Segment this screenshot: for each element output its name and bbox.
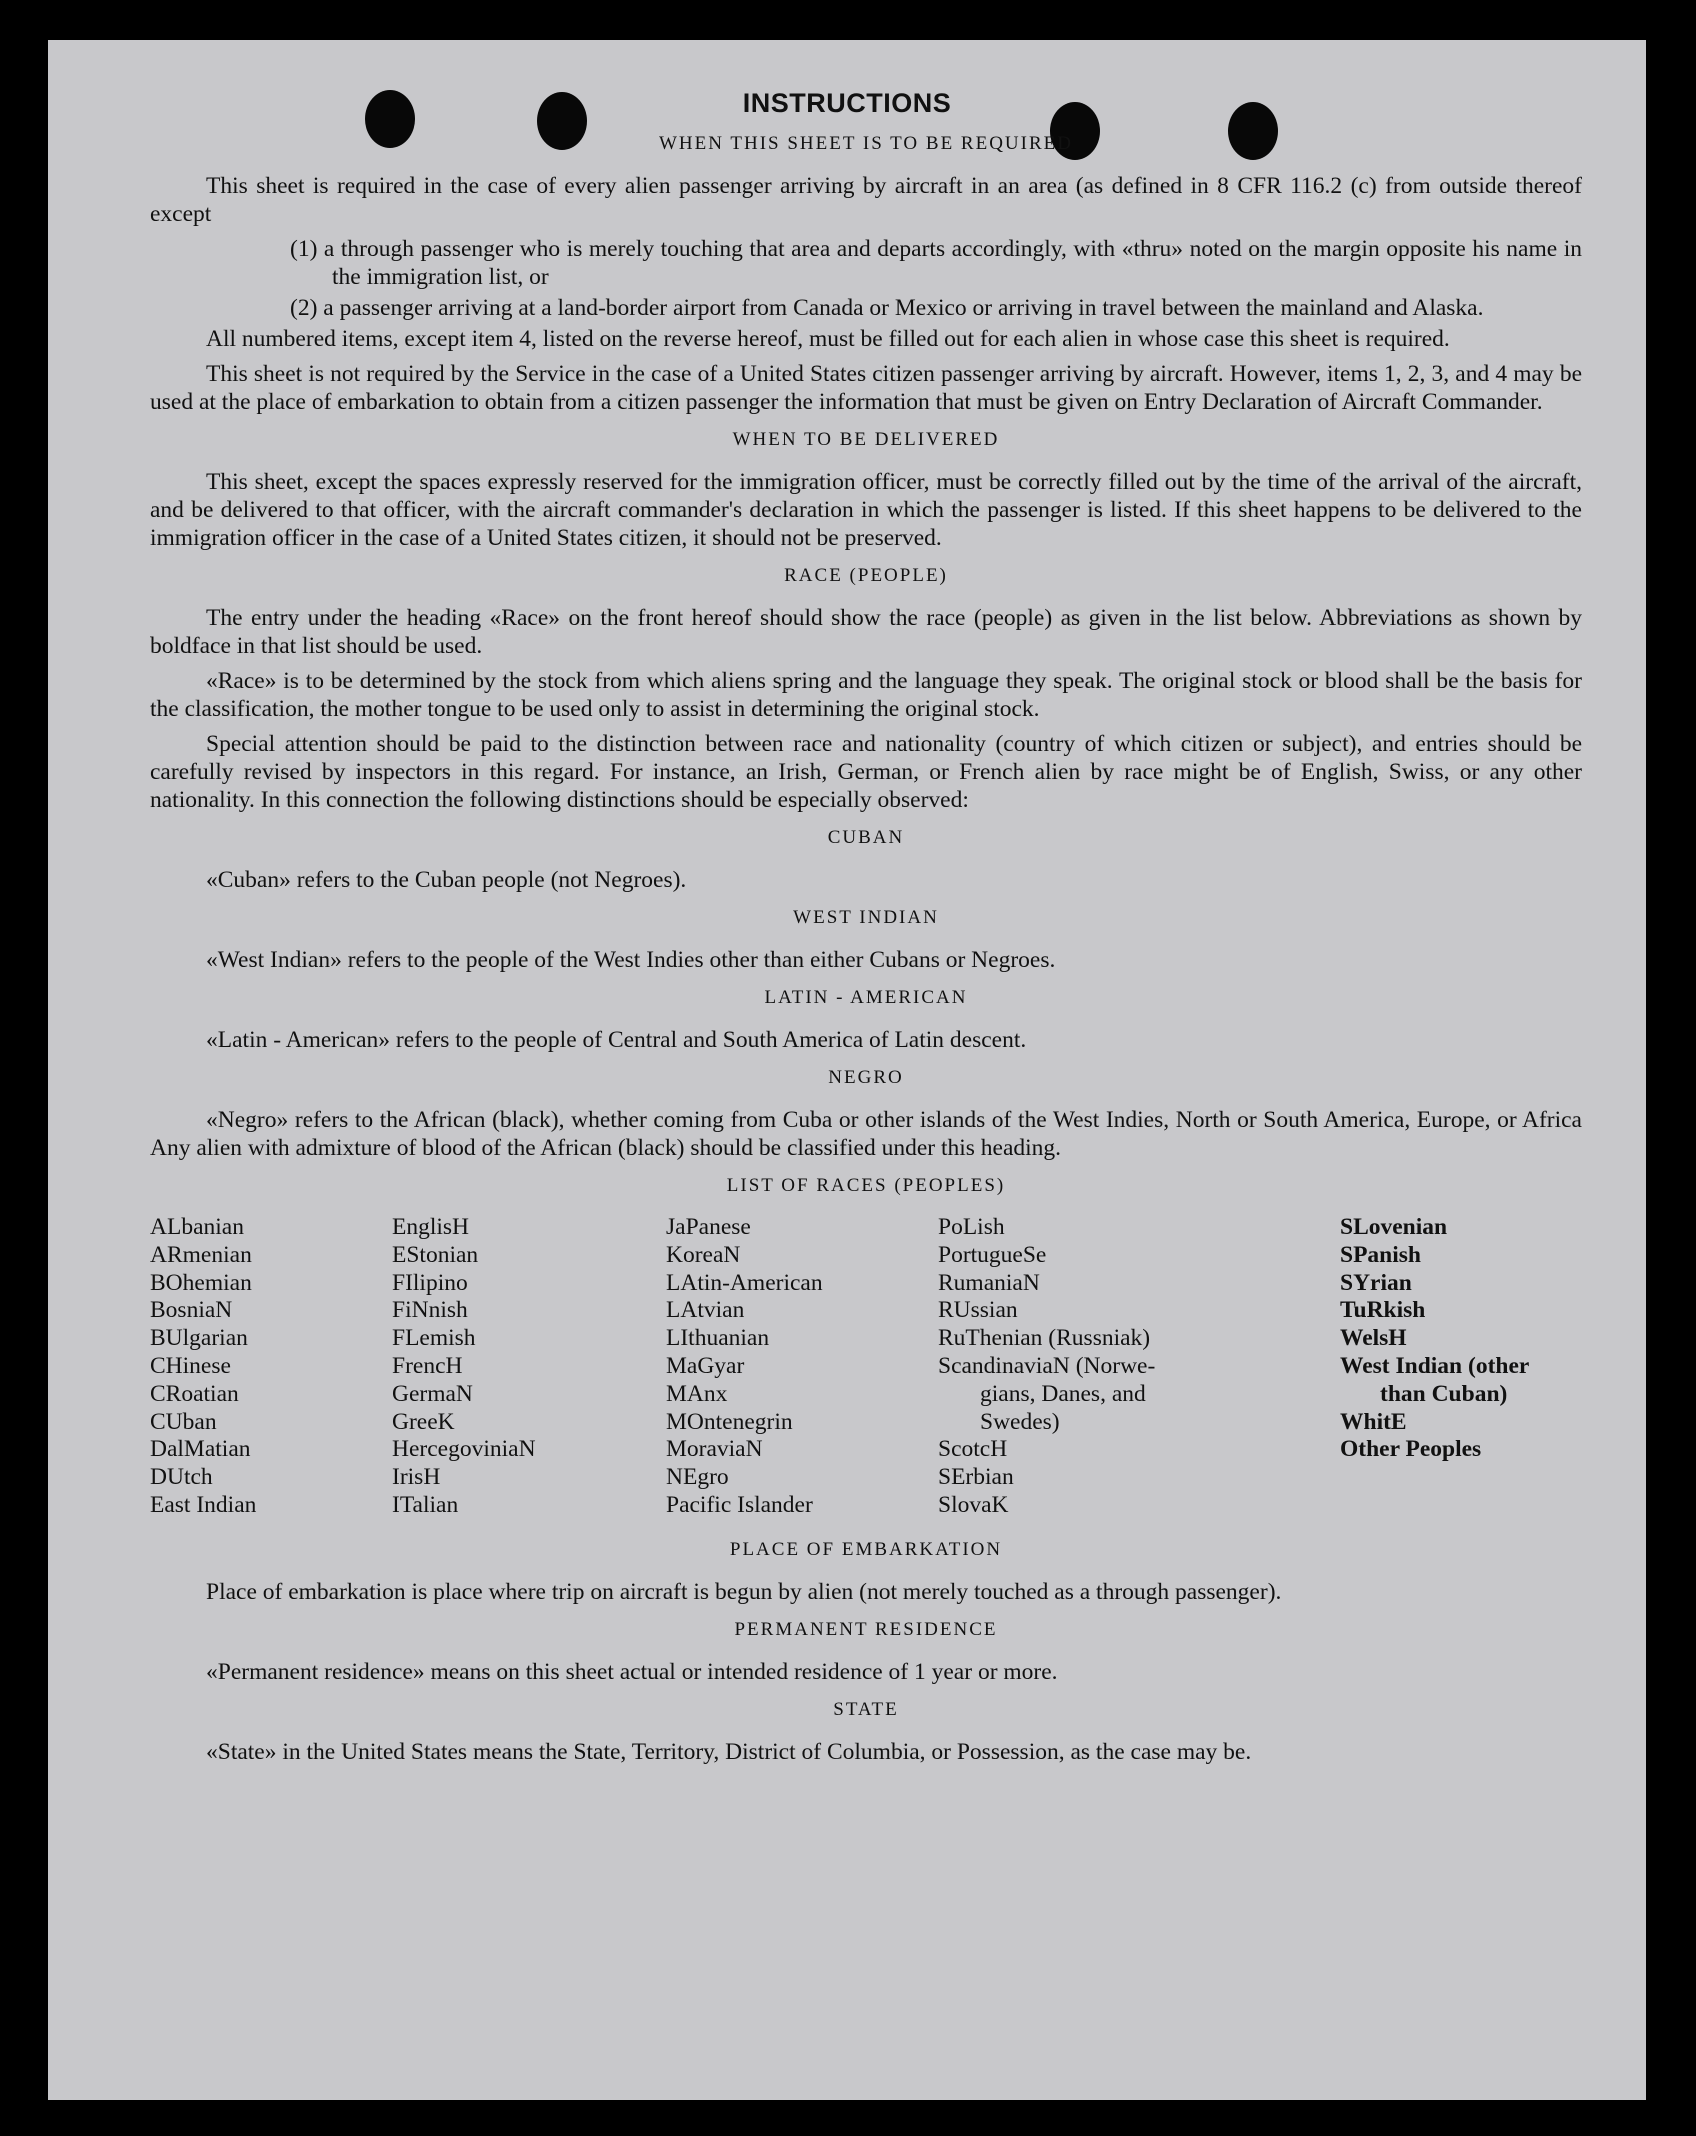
race-item: WhitE (1340, 1408, 1407, 1435)
race-item: EnglisH (392, 1214, 470, 1240)
paragraph: «West Indian» refers to the people of the West Indies other than either Cubans or Negroes. (206, 947, 1056, 973)
race-item: RumaniaN (938, 1269, 1040, 1296)
race-item: CUban (150, 1408, 217, 1435)
paragraph: The entry under the heading «Race» on the front hereof should show the race (people) as given in the list below. Abbreviations as shown by boldface in that list should be used. (150, 605, 1582, 659)
races-list (150, 1214, 1582, 1526)
race-item: TuRkish (1340, 1297, 1426, 1324)
race-item: ALbanian (150, 1214, 244, 1240)
document-page (48, 40, 1646, 2100)
race-item: SPanish (1340, 1241, 1421, 1268)
paragraph: All numbered items, except item 4, listed on the reverse hereof, must be filled out for each alien in whose case this sheet is required. (206, 326, 1450, 352)
race-item: IrisH (392, 1464, 441, 1491)
race-item: BOhemian (150, 1269, 252, 1296)
race-item: ScandinaviaN (Norwe- (938, 1352, 1156, 1379)
race-item: gians, Danes, and (980, 1380, 1146, 1407)
page-title: INSTRUCTIONS (742, 88, 952, 118)
section-heading: WHEN THIS SHEET IS TO BE REQUIRED (659, 133, 1073, 154)
race-item: HercegoviniaN (392, 1436, 536, 1463)
race-item: LIthuanian (666, 1325, 770, 1352)
race-item: EStonian (392, 1241, 479, 1268)
race-item: SLovenian (1340, 1214, 1448, 1240)
race-item: ITalian (392, 1491, 459, 1518)
race-item: DUtch (150, 1464, 213, 1491)
race-item: PortugueSe (938, 1241, 1047, 1268)
race-item: RuThenian (Russniak) (938, 1325, 1151, 1352)
race-item: BosniaN (150, 1297, 233, 1324)
race-item: FIlipino (392, 1269, 468, 1296)
race-item: ScotcH (938, 1436, 1008, 1463)
list-item: (1) a through passenger who is merely touching that area and departs accordingly, with «thru» noted on the margin opposite his name in the immigration list, or (290, 236, 1582, 290)
races-column (150, 1214, 256, 1520)
race-item: Other Peoples (1340, 1436, 1482, 1463)
section-heading: LIST OF RACES (PEOPLES) (726, 1175, 1006, 1196)
race-item: BUlgarian (150, 1325, 248, 1352)
race-item: than Cuban) (1380, 1380, 1508, 1407)
paragraph: «Negro» refers to the African (black), whether coming from Cuba or other islands of the West Indies, North or South America, Europe, or Africa Any alien with admixture of blood of the African (black) should be classified under this heading. (150, 1107, 1582, 1161)
race-item: SlovaK (938, 1491, 1009, 1518)
paragraph: «Permanent residence» means on this sheet actual or intended residence of 1 year or more. (206, 1659, 1058, 1685)
paragraph: «Cuban» refers to the Cuban people (not Negroes). (206, 867, 687, 893)
race-item: CHinese (150, 1352, 231, 1379)
race-item: MoraviaN (666, 1436, 763, 1463)
races-column (392, 1214, 536, 1520)
race-item: SErbian (938, 1464, 1014, 1491)
subsection-heading: WEST INDIAN (793, 907, 939, 928)
section-heading: STATE (833, 1699, 899, 1720)
paragraph: «Latin - American» refers to the people of Central and South America of Latin descent. (206, 1027, 1027, 1053)
race-item: KoreaN (666, 1241, 741, 1268)
paragraph: This sheet is not required by the Service in the case of a United States citizen passenger arriving by aircraft. However, items 1, 2, 3, and 4 may be used at the place of embarkation to obtain from a citizen passenger the information that must be given on Entry Declaration of Aircraft Commander. (150, 361, 1582, 415)
race-item: LAtvian (666, 1297, 745, 1324)
race-item: JaPanese (666, 1214, 751, 1240)
race-item: FrencH (392, 1352, 463, 1379)
paragraph: This sheet is required in the case of every alien passenger arriving by aircraft in an area (as defined in 8 CFR 116.2 (c) from outside thereof except (150, 173, 1582, 227)
race-item: East Indian (150, 1491, 257, 1518)
races-column (938, 1214, 1155, 1520)
section-heading: PLACE OF EMBARKATION (729, 1539, 1003, 1560)
section-heading: WHEN TO BE DELIVERED (732, 429, 1000, 450)
races-column (1340, 1214, 1529, 1464)
race-item: CRoatian (150, 1380, 239, 1407)
paragraph: Special attention should be paid to the distinction between race and nationality (country of which citizen or subject), and entries should be carefully revised by inspectors in this regard. For instance, an Irish, German, or French alien by race might be of English, Swiss, or any other nationality. In this connection the following distinctions should be especially observed: (150, 731, 1582, 813)
race-item: LAtin-American (666, 1269, 823, 1296)
paragraph: This sheet, except the spaces expressly reserved for the immigration officer, must be correctly filled out by the time of the arrival of the aircraft, and be delivered to that officer, with the aircraft commander's declaration in which the passenger is listed. If this sheet happens to be delivered to the immigration officer in the case of a United States citizen, it should not be preserved. (150, 469, 1582, 551)
race-item: MOntenegrin (666, 1408, 793, 1435)
race-item: Swedes) (980, 1408, 1060, 1435)
race-item: FLemish (392, 1325, 476, 1352)
paragraph: «State» in the United States means the State, Territory, District of Columbia, or Possession, as the case may be. (206, 1739, 1252, 1765)
race-item: SYrian (1340, 1269, 1412, 1296)
paragraph: «Race» is to be determined by the stock from which aliens spring and the language they speak. The original stock or blood shall be the basis for the classification, the mother tongue to be used only to assist in determining the original stock. (150, 668, 1582, 722)
race-item: MaGyar (666, 1352, 745, 1379)
instructions-body (150, 130, 1582, 1773)
race-item: RUssian (938, 1297, 1018, 1324)
race-item: NEgro (666, 1464, 729, 1491)
race-item: GermaN (392, 1380, 473, 1407)
race-item: DalMatian (150, 1436, 251, 1463)
paragraph: Place of embarkation is place where trip on aircraft is begun by alien (not merely touched as a through passenger). (206, 1579, 1282, 1605)
race-item: FiNnish (392, 1297, 468, 1324)
subsection-heading: CUBAN (827, 827, 905, 848)
subsection-heading: NEGRO (828, 1067, 904, 1088)
race-item: MAnx (666, 1380, 728, 1407)
list-item: (2) a passenger arriving at a land-border airport from Canada or Mexico or arriving in travel between the mainland and Alaska. (290, 295, 1484, 321)
section-heading: PERMANENT RESIDENCE (734, 1619, 998, 1640)
race-item: West Indian (other (1340, 1352, 1530, 1379)
section-heading: RACE (PEOPLE) (784, 565, 948, 586)
race-item: Pacific Islander (666, 1491, 813, 1518)
races-column (666, 1214, 823, 1520)
race-item: WelsH (1340, 1325, 1407, 1352)
race-item: GreeK (392, 1408, 455, 1435)
race-item: PoLish (938, 1214, 1005, 1240)
race-item: ARmenian (150, 1241, 252, 1268)
subsection-heading: LATIN - AMERICAN (764, 987, 968, 1008)
